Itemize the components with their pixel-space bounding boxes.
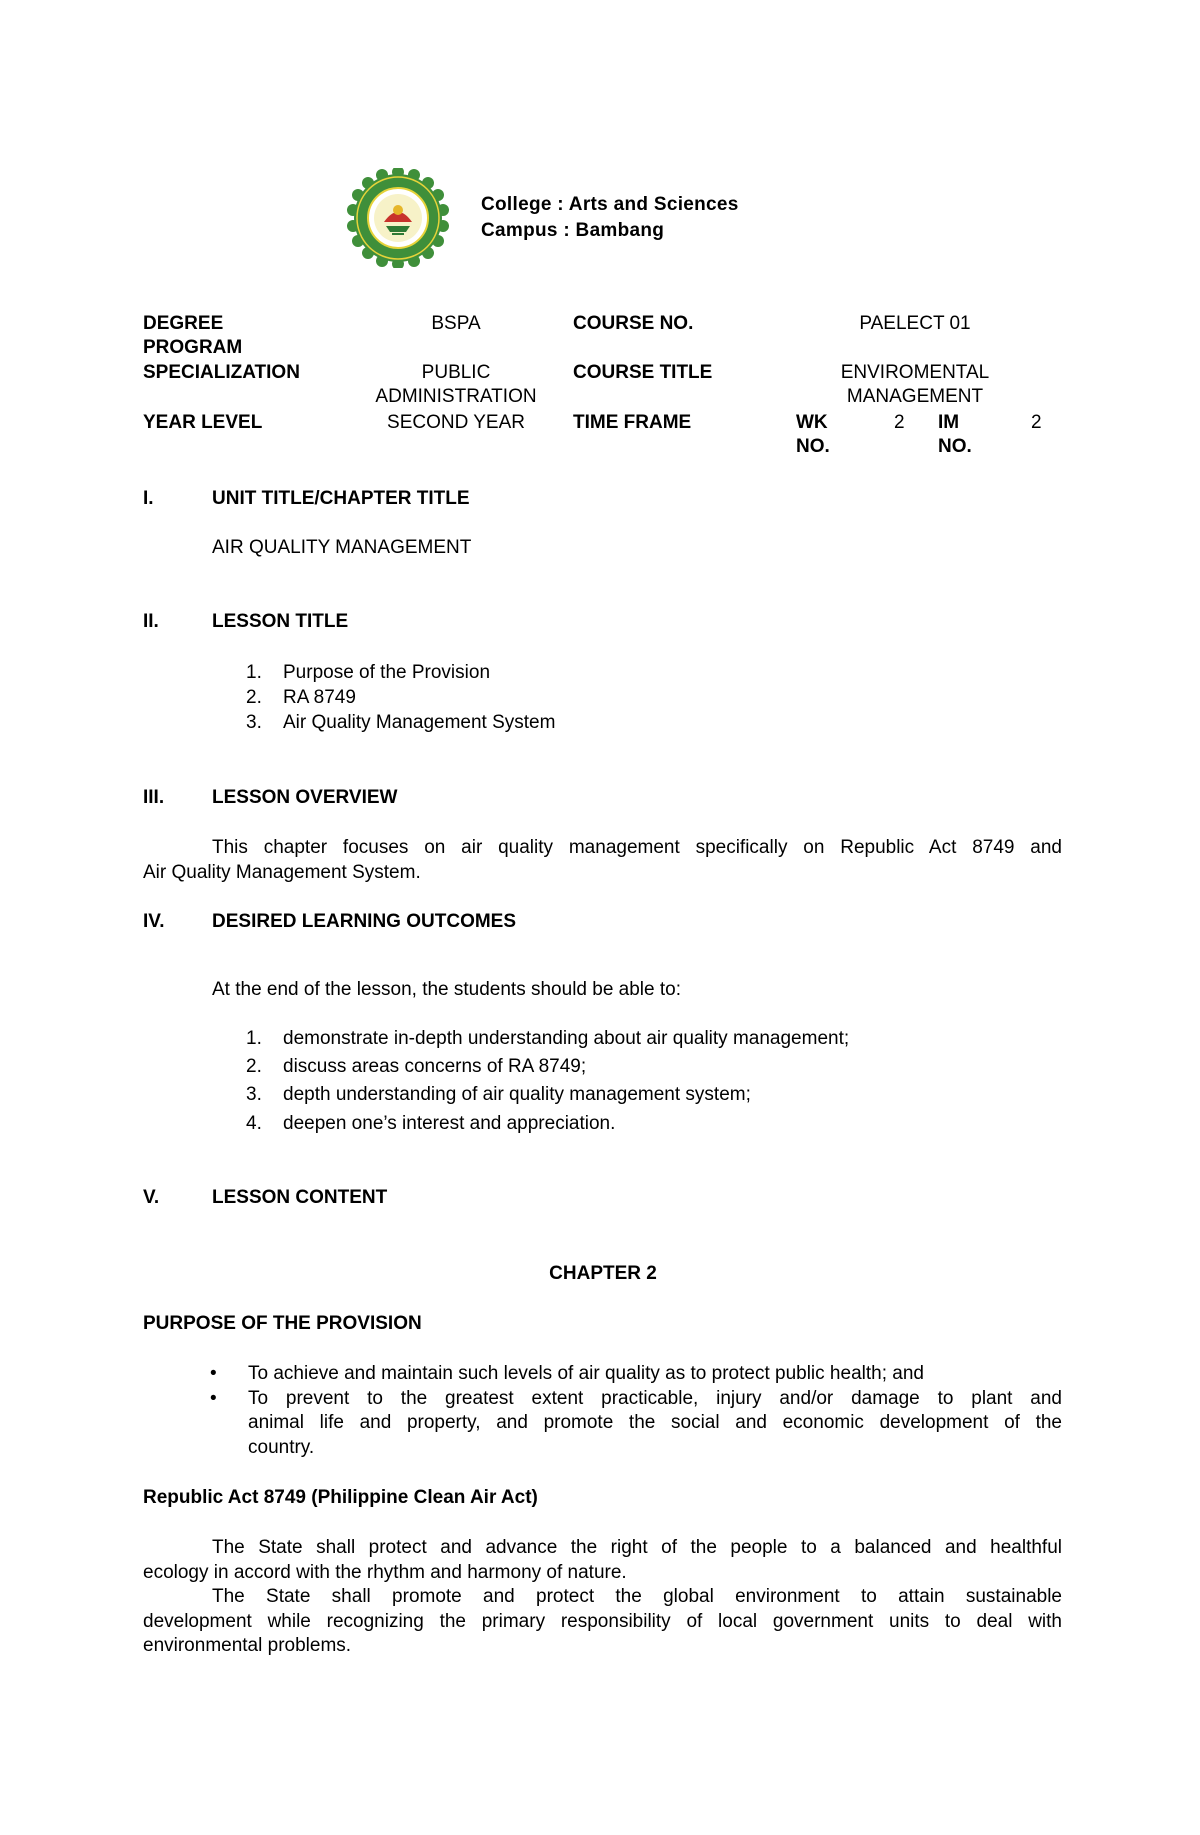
specialization-value bbox=[356, 361, 556, 409]
unit-title: AIR QUALITY MANAGEMENT bbox=[212, 537, 472, 558]
list-item: deepen one’s interest and appreciation. bbox=[283, 1113, 616, 1134]
section-5-numeral: V. bbox=[143, 1187, 160, 1208]
section-5-heading: LESSON CONTENT bbox=[212, 1187, 388, 1208]
bullet-dot: • bbox=[210, 1363, 217, 1384]
section-3-numeral: III. bbox=[143, 787, 165, 808]
bullet-text: To prevent to the greatest extent practicable, injury and/or damage to plant and bbox=[248, 1388, 1062, 1409]
course-title-value-line2: MANAGEMENT bbox=[846, 386, 984, 407]
specialization-value-line2: ADMINISTRATION bbox=[375, 386, 537, 407]
im-no-label bbox=[938, 411, 972, 459]
wk-label-line2: NO. bbox=[796, 436, 830, 457]
wk-no-value: 2 bbox=[894, 412, 905, 433]
list-item-number: 1. bbox=[246, 662, 262, 683]
list-item-number: 1. bbox=[246, 1028, 262, 1049]
section-1-numeral: I. bbox=[143, 488, 154, 509]
course-title-label: COURSE TITLE bbox=[573, 362, 713, 383]
bullet-dot: • bbox=[210, 1388, 217, 1409]
list-item-number: 3. bbox=[246, 712, 262, 733]
section-3-heading: LESSON OVERVIEW bbox=[212, 787, 398, 808]
list-item-number: 4. bbox=[246, 1113, 262, 1134]
list-item: demonstrate in-depth understanding about air quality management; bbox=[283, 1028, 850, 1049]
section-4-heading: DESIRED LEARNING OUTCOMES bbox=[212, 911, 517, 932]
bullet-text-cont: animal life and property, and promote the social and economic development of the bbox=[248, 1412, 1062, 1433]
degree-label-line2: PROGRAM bbox=[143, 337, 243, 358]
college-info bbox=[481, 192, 739, 244]
chapter-title: CHAPTER 2 bbox=[549, 1263, 657, 1284]
section-2-heading: LESSON TITLE bbox=[212, 611, 349, 632]
section-2-numeral: II. bbox=[143, 611, 159, 632]
college-seal-logo bbox=[342, 168, 454, 268]
list-item: RA 8749 bbox=[283, 687, 356, 708]
overview-line-1: This chapter focuses on air quality management specifically on Republic Act 8749 and bbox=[212, 837, 1062, 858]
wk-no-label bbox=[796, 411, 830, 459]
paragraph-1-line-1: The State shall protect and advance the right of the people to a balanced and healthful bbox=[212, 1537, 1062, 1558]
course-no-label: COURSE NO. bbox=[573, 313, 694, 334]
wk-label-line1: WK bbox=[796, 412, 828, 433]
course-no-value: PAELECT 01 bbox=[859, 313, 971, 334]
paragraph-2-line-3: environmental problems. bbox=[143, 1635, 352, 1656]
campus-line: Campus : Bambang bbox=[481, 220, 665, 241]
degree-program-label bbox=[143, 312, 242, 360]
paragraph-2-line-1: The State shall promote and protect the global environment to attain sustainable bbox=[212, 1586, 1062, 1607]
list-item: depth understanding of air quality management system; bbox=[283, 1084, 751, 1105]
list-item: Purpose of the Provision bbox=[283, 662, 491, 683]
bullet-text-cont: country. bbox=[248, 1437, 315, 1458]
paragraph-1-line-2: ecology in accord with the rhythm and harmony of nature. bbox=[143, 1562, 627, 1583]
section-1-heading: UNIT TITLE/CHAPTER TITLE bbox=[212, 488, 470, 509]
course-title-value bbox=[800, 361, 1030, 409]
im-label-line2: NO. bbox=[938, 436, 972, 457]
section-4-numeral: IV. bbox=[143, 911, 165, 932]
list-item-number: 3. bbox=[246, 1084, 262, 1105]
overview-line-2: Air Quality Management System. bbox=[143, 862, 421, 883]
degree-value: BSPA bbox=[431, 313, 481, 334]
purpose-heading: PURPOSE OF THE PROVISION bbox=[143, 1313, 422, 1334]
bullet-text: To achieve and maintain such levels of air quality as to protect public health; and bbox=[248, 1363, 924, 1384]
course-title-value-line1: ENVIROMENTAL bbox=[840, 362, 990, 383]
year-level-value: SECOND YEAR bbox=[387, 412, 525, 433]
degree-label-line1: DEGREE bbox=[143, 313, 224, 334]
specialization-label: SPECIALIZATION bbox=[143, 362, 300, 383]
im-label-line1: IM bbox=[938, 412, 960, 433]
list-item: Air Quality Management System bbox=[283, 712, 556, 733]
specialization-value-line1: PUBLIC bbox=[421, 362, 491, 383]
outcomes-intro: At the end of the lesson, the students should be able to: bbox=[212, 979, 681, 1000]
ra-heading: Republic Act 8749 (Philippine Clean Air Act) bbox=[143, 1487, 538, 1508]
seal-icon bbox=[342, 168, 454, 268]
list-item-number: 2. bbox=[246, 687, 262, 708]
list-item-number: 2. bbox=[246, 1056, 262, 1077]
college-line: College : Arts and Sciences bbox=[481, 194, 739, 215]
time-frame-label: TIME FRAME bbox=[573, 412, 692, 433]
im-no-value: 2 bbox=[1031, 412, 1042, 433]
paragraph-2-line-2: development while recognizing the primary responsibility of local government units to deal with bbox=[143, 1611, 1062, 1632]
list-item: discuss areas concerns of RA 8749; bbox=[283, 1056, 587, 1077]
year-level-label: YEAR LEVEL bbox=[143, 412, 263, 433]
